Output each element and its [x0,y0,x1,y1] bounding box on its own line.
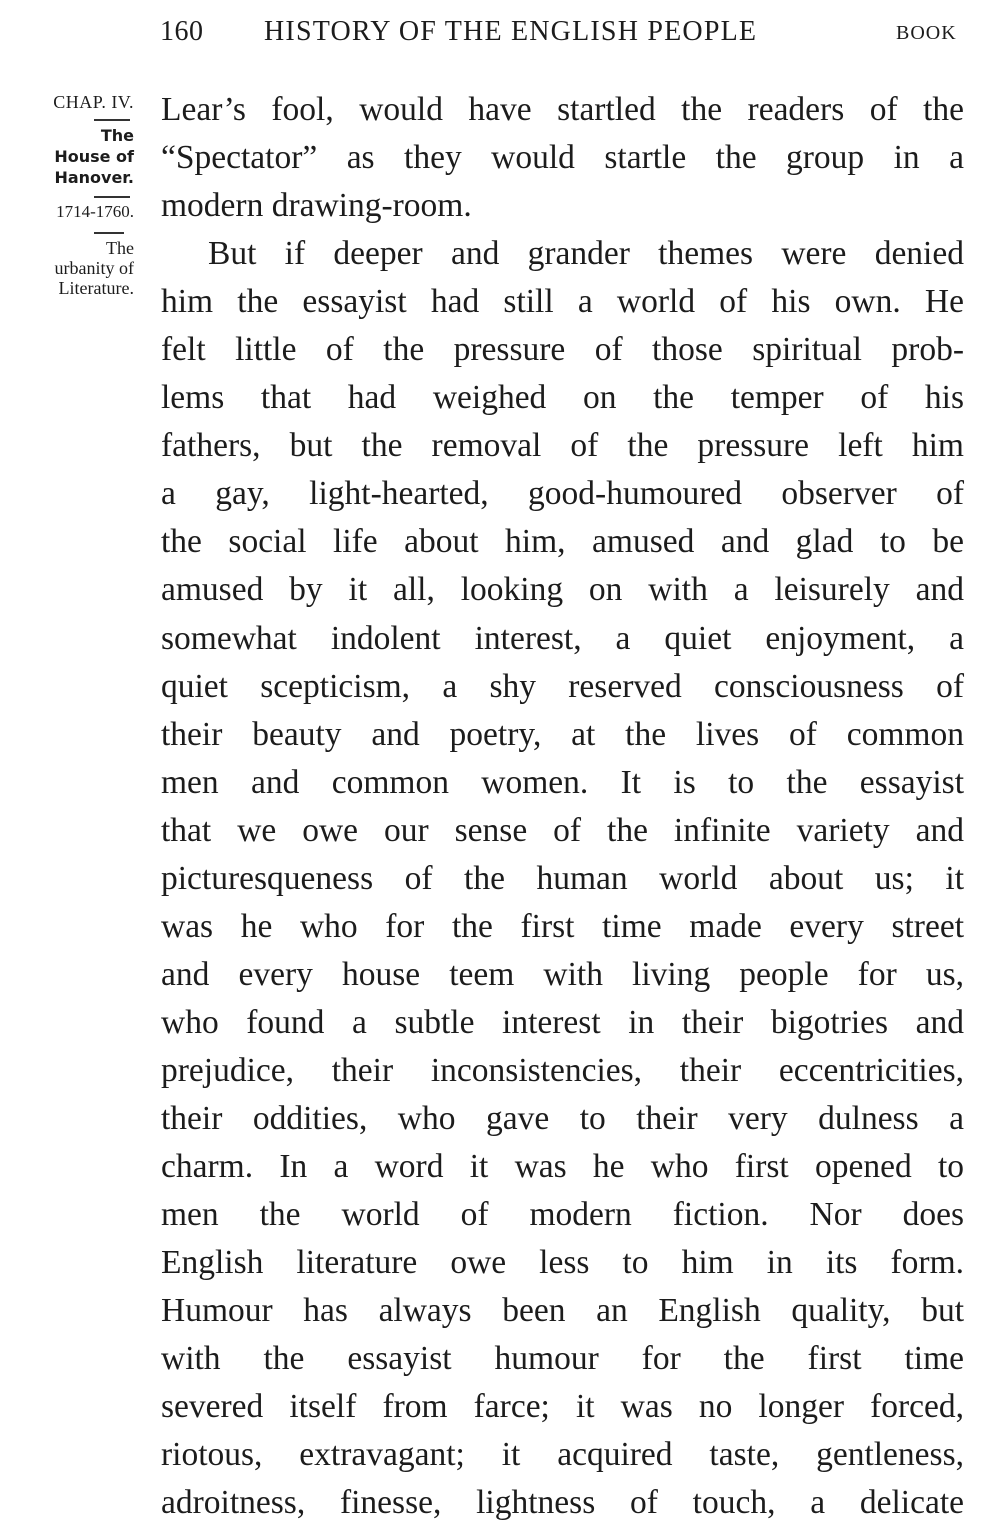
text-line: him the essayist had still a world of his own. He [161,283,964,321]
text-line: with the essayist humour for the first time [161,1340,964,1378]
side-note-line: Literature. [58,278,134,298]
text-line: somewhat indolent interest, a quiet enjoyment, a [161,619,964,657]
margin-rule [94,119,130,121]
text-line: and every house teem with living people for us, [161,955,964,993]
chapter-label: CHAP. IV. [53,92,134,112]
text-line: Humour has always been an English quality, but [161,1292,964,1330]
date-range: 1714-1760. [56,202,134,221]
text-line: riotous, extravagant; it acquired taste, gentleness, [161,1436,964,1474]
margin-rule [94,196,130,198]
text-line: quiet scepticism, a shy reserved consciousness of [161,667,964,705]
text-line: the social life about him, amused and glad to be [161,523,964,561]
section-title-line: The [100,126,134,145]
text-line: picturesqueness of the human world about us; it [161,859,964,897]
text-line: felt little of the pressure of those spiritual prob- [161,331,964,369]
running-header [0,16,1000,56]
text-line: modern drawing-room. [161,187,472,225]
text-line: adroitness, finesse, lightness of touch, a delicate [161,1484,964,1522]
text-line: prejudice, their inconsistencies, their eccentricities, [161,1051,964,1089]
text-line: men the world of modern fiction. Nor does [161,1196,964,1234]
section-title-line: House of [54,147,134,166]
side-note-line: The [106,238,134,258]
margin-notes [14,92,138,298]
text-line: charm. In a word it was he who first opened to [161,1148,964,1186]
text-line: lems that had weighed on the temper of his [161,379,964,417]
book-label: BOOK [896,22,957,44]
text-line: men and common women. It is to the essayist [161,763,964,801]
text-line: But if deeper and grander themes were denied [208,235,964,273]
text-line: Lear’s fool, would have startled the readers of the [161,91,964,128]
text-line: fathers, but the removal of the pressure left him [161,427,964,465]
section-title-line: Hanover. [54,168,134,187]
text-line: “Spectator” as they would startle the group in a [161,139,964,177]
text-line: amused by it all, looking on with a leisurely and [161,571,964,609]
text-line: their oddities, who gave to their very dulness a [161,1099,964,1137]
side-note-line: urbanity of [54,258,134,278]
margin-rule [94,232,124,234]
text-line: was he who for the first time made every street [161,907,964,945]
text-line: who found a subtle interest in their bigotries and [161,1003,964,1041]
text-line: severed itself from farce; it was no longer forced, [161,1388,964,1426]
text-line: their beauty and poetry, at the lives of common [161,715,964,753]
text-line: a gay, light-hearted, good-humoured observer of [161,475,964,513]
page-number: 160 [160,16,204,47]
text-line: English literature owe less to him in its form. [161,1244,964,1282]
body-text [161,86,964,1527]
running-title: HISTORY OF THE ENGLISH PEOPLE [264,16,758,47]
text-line: that we owe our sense of the infinite variety and [161,811,964,849]
